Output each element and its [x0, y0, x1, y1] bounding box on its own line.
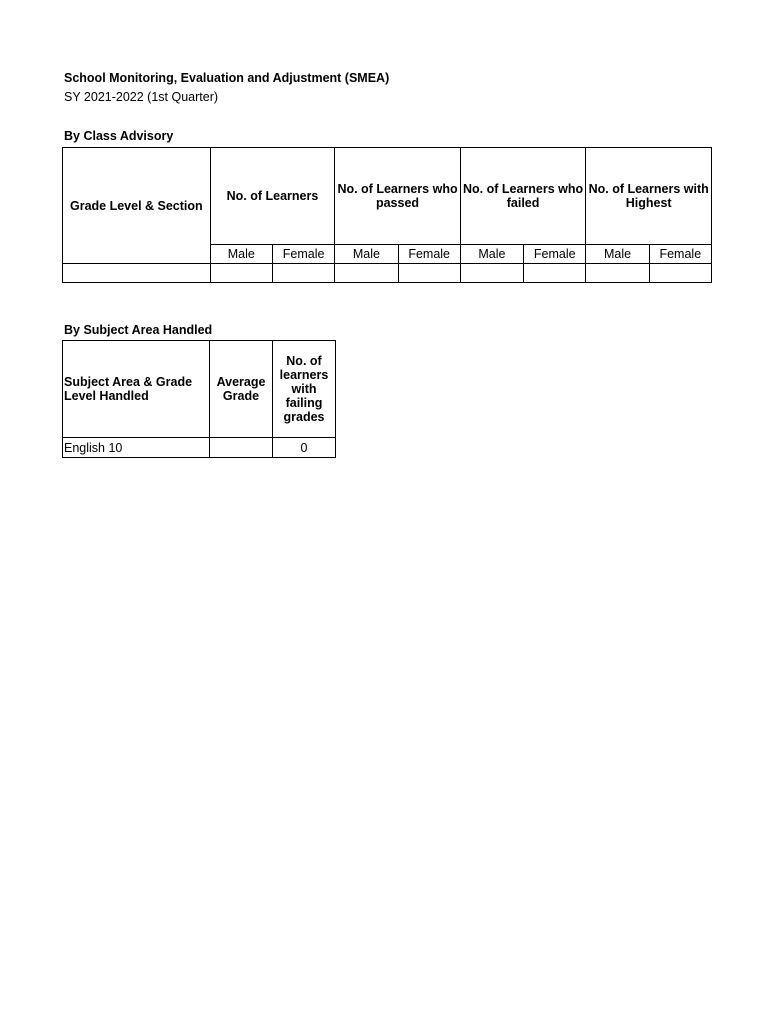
- header-grade-section: Grade Level & Section: [63, 148, 211, 264]
- sub-female: Female: [524, 245, 586, 264]
- average-cell: [210, 438, 273, 458]
- class-advisory-heading: By Class Advisory: [64, 129, 174, 143]
- header-average-grade: Average Grade: [210, 341, 273, 438]
- sub-male: Male: [586, 245, 649, 264]
- subject-cell: English 10: [63, 438, 210, 458]
- sub-female: Female: [272, 245, 334, 264]
- header-learners-failed: No. of Learners who failed: [460, 148, 586, 245]
- table-cell: [460, 264, 523, 283]
- failing-cell: 0: [273, 438, 336, 458]
- class-advisory-table: [62, 147, 709, 284]
- sub-male: Male: [210, 245, 272, 264]
- table-cell: [210, 264, 272, 283]
- subject-area-table: [62, 340, 336, 458]
- header-no-of-learners: No. of Learners: [210, 148, 335, 245]
- table-cell: [398, 264, 460, 283]
- sub-male: Male: [460, 245, 523, 264]
- page-title: School Monitoring, Evaluation and Adjustment (SMEA): [64, 71, 390, 85]
- header-subject-area: Subject Area & Grade Level Handled: [63, 341, 210, 438]
- header-learners-highest: No. of Learners with Highest: [586, 148, 712, 245]
- sub-female: Female: [398, 245, 460, 264]
- table-row: [63, 438, 336, 458]
- table-cell: [649, 264, 711, 283]
- subject-area-heading: By Subject Area Handled: [64, 323, 213, 337]
- sub-female: Female: [649, 245, 711, 264]
- header-learners-passed: No. of Learners who passed: [335, 148, 461, 245]
- sub-male: Male: [335, 245, 398, 264]
- table-cell: [63, 264, 211, 283]
- table-cell: [272, 264, 334, 283]
- table-cell: [524, 264, 586, 283]
- table-row: [63, 264, 712, 283]
- header-failing-learners: No. of learners with failing grades: [273, 341, 336, 438]
- table-cell: [586, 264, 649, 283]
- page-subtitle: SY 2021-2022 (1st Quarter): [64, 90, 219, 104]
- table-cell: [335, 264, 398, 283]
